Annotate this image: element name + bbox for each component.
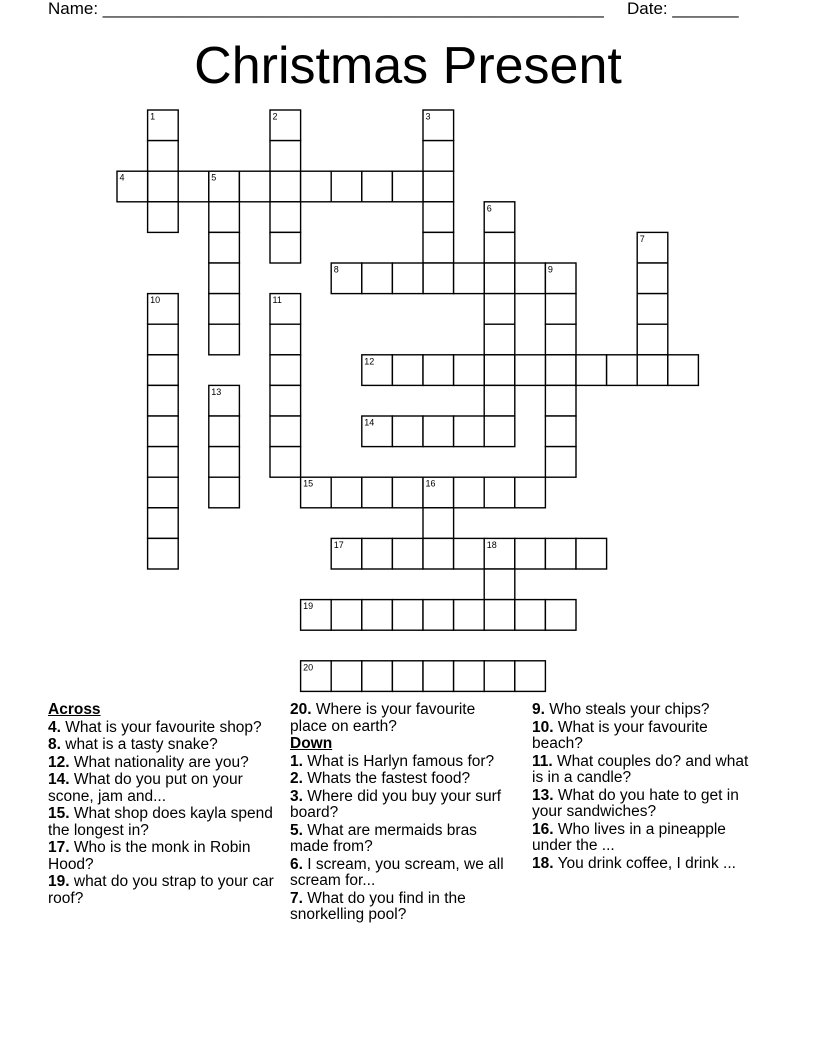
grid-clue-number: 19 — [303, 601, 314, 612]
grid-cell[interactable] — [454, 600, 485, 631]
grid-cell[interactable] — [148, 171, 179, 202]
grid-clue-number: 5 — [211, 172, 217, 183]
grid-cell[interactable] — [484, 569, 515, 600]
grid-cell[interactable] — [576, 355, 607, 386]
grid-clue-number: 8 — [333, 264, 339, 275]
clue-text: what is a tasty snake? — [60, 736, 218, 753]
grid-clue-number: 11 — [272, 295, 282, 306]
clue-item — [48, 737, 276, 754]
clue-item — [290, 857, 512, 890]
page-title: Christmas Present — [194, 37, 622, 95]
grid-cell[interactable] — [209, 232, 240, 263]
grid-cell[interactable] — [423, 171, 454, 202]
grid-cell[interactable] — [270, 232, 301, 263]
clue-number: 1. — [290, 752, 303, 770]
grid-cell[interactable] — [148, 355, 179, 386]
clue-item — [48, 755, 276, 772]
clue-text: Whats the fastest food? — [302, 770, 471, 787]
clue-number: 14. — [48, 771, 70, 788]
clue-number: 2. — [290, 770, 303, 787]
grid-clue-number: 12 — [364, 356, 375, 367]
grid-cell[interactable] — [484, 477, 515, 508]
grid-cell[interactable] — [454, 355, 485, 386]
clue-item — [532, 754, 762, 787]
clue-number: 18. — [532, 854, 554, 872]
grid-cell[interactable] — [148, 447, 179, 478]
grid-cell[interactable] — [637, 355, 668, 386]
grid-cell[interactable] — [484, 385, 515, 416]
grid-cell[interactable] — [209, 294, 240, 325]
grid-cell[interactable] — [423, 202, 454, 233]
clue-item — [48, 772, 276, 805]
grid-cell[interactable] — [270, 385, 301, 416]
clue-text: What are mermaids bras made from? — [290, 821, 477, 855]
clue-text: Where is your favourite place on earth? — [290, 701, 476, 735]
clues-column-2 — [290, 702, 512, 925]
grid-cell[interactable] — [423, 416, 454, 447]
grid-cell[interactable] — [148, 477, 179, 508]
clue-item — [532, 822, 762, 855]
grid-cell[interactable] — [270, 416, 301, 447]
clue-text: What is your favourite shop? — [60, 718, 262, 736]
grid-cell[interactable] — [423, 538, 454, 569]
clue-number: 6. — [290, 855, 303, 873]
grid-cell[interactable] — [668, 355, 699, 386]
grid-cell[interactable] — [148, 202, 179, 233]
clue-number: 20. — [290, 701, 312, 718]
grid-cell[interactable] — [454, 538, 485, 569]
grid-cell[interactable] — [331, 171, 362, 202]
grid-cell[interactable] — [423, 232, 454, 263]
grid-cell[interactable] — [270, 447, 301, 478]
clue-text: what do you strap to your car roof? — [48, 873, 274, 907]
clue-number: 3. — [290, 787, 303, 805]
grid-cell[interactable] — [270, 171, 301, 202]
clues-column-3 — [532, 702, 762, 873]
grid-cell[interactable] — [545, 355, 576, 386]
date-line: Date: _______ — [627, 0, 739, 18]
grid-cell[interactable] — [270, 355, 301, 386]
grid-cell[interactable] — [515, 263, 546, 294]
clue-number: 4. — [48, 718, 61, 736]
grid-cell[interactable] — [484, 232, 515, 263]
grid-cell[interactable] — [423, 508, 454, 539]
grid-cell[interactable] — [239, 171, 270, 202]
clue-item — [290, 823, 512, 856]
grid-clue-number: 17 — [333, 539, 344, 550]
grid-cell[interactable] — [607, 355, 638, 386]
grid-clue-number: 10 — [150, 295, 161, 306]
grid-cell[interactable] — [362, 661, 393, 692]
clue-item — [532, 720, 762, 753]
clue-number: 7. — [290, 889, 303, 907]
clue-number: 11. — [532, 752, 553, 770]
grid-cell[interactable] — [178, 171, 209, 202]
grid-cell[interactable] — [301, 171, 332, 202]
clue-number: 16. — [532, 820, 554, 838]
grid-cell[interactable] — [392, 416, 423, 447]
grid-cell[interactable] — [209, 202, 240, 233]
grid-clue-number: 4 — [119, 172, 125, 183]
grid-clue-number: 3 — [425, 111, 431, 122]
grid-clue-number: 20 — [303, 662, 314, 673]
grid-cell[interactable] — [148, 324, 179, 355]
name-line: Name: _____________________________________________________ — [48, 0, 604, 18]
grid-cell[interactable] — [362, 171, 393, 202]
clue-text: What do you hate to get in your sandwiches? — [532, 786, 739, 820]
grid-cell[interactable] — [392, 661, 423, 692]
grid-cell[interactable] — [484, 600, 515, 631]
grid-cell[interactable] — [392, 538, 423, 569]
down-heading: Down — [290, 735, 333, 752]
clue-item — [48, 720, 276, 737]
clue-item — [532, 788, 762, 821]
grid-cell[interactable] — [484, 661, 515, 692]
grid-cell[interactable] — [362, 263, 393, 294]
grid-cell[interactable] — [331, 661, 362, 692]
grid-cell[interactable] — [515, 661, 546, 692]
grid-clue-number: 15 — [303, 478, 314, 489]
grid-cell[interactable] — [392, 600, 423, 631]
grid-cell[interactable] — [392, 171, 423, 202]
grid-cell[interactable] — [545, 447, 576, 478]
clue-item — [290, 771, 512, 788]
grid-cell[interactable] — [515, 355, 546, 386]
clue-number: 12. — [48, 753, 70, 771]
clue-number: 9. — [532, 701, 545, 718]
clue-number: 5. — [290, 821, 303, 839]
clue-text: I scream, you scream, we all scream for... — [290, 855, 504, 889]
clue-text: You drink coffee, I drink ... — [553, 854, 736, 872]
grid-cell[interactable] — [515, 600, 546, 631]
grid-cell[interactable] — [423, 661, 454, 692]
grid-clue-number: 14 — [364, 417, 375, 428]
grid-cell[interactable] — [362, 477, 393, 508]
clue-text: What shop does kayla spend the longest in? — [48, 805, 273, 839]
grid-cell[interactable] — [392, 477, 423, 508]
grid-cell[interactable] — [148, 508, 179, 539]
grid-clue-number: 1 — [150, 111, 156, 122]
grid-cell[interactable] — [148, 416, 179, 447]
grid-cell[interactable] — [392, 355, 423, 386]
clue-number: 19. — [48, 873, 70, 890]
grid-clue-number: 9 — [547, 264, 553, 275]
grid-cell[interactable] — [331, 600, 362, 631]
clue-item — [290, 891, 512, 924]
clue-text: Where did you buy your surf board? — [290, 787, 502, 821]
grid-cell[interactable] — [545, 600, 576, 631]
clue-text: What nationality are you? — [69, 753, 249, 771]
grid-cell[interactable] — [423, 141, 454, 172]
clue-item — [290, 789, 512, 822]
grid-cell[interactable] — [392, 263, 423, 294]
grid-clue-number: 2 — [272, 111, 278, 122]
grid-cell[interactable] — [270, 202, 301, 233]
clue-item — [290, 754, 512, 771]
clue-number: 10. — [532, 718, 554, 736]
clue-item — [48, 806, 276, 839]
grid-cell[interactable] — [148, 385, 179, 416]
grid-cell[interactable] — [209, 477, 240, 508]
grid-cell[interactable] — [270, 141, 301, 172]
grid-clue-number: 16 — [425, 478, 436, 489]
grid-cell[interactable] — [209, 416, 240, 447]
clue-item — [532, 702, 762, 719]
grid-cell[interactable] — [484, 324, 515, 355]
grid-cell[interactable] — [423, 600, 454, 631]
clue-number: 13. — [532, 786, 554, 804]
grid-cell[interactable] — [545, 416, 576, 447]
grid-cell[interactable] — [484, 294, 515, 325]
clue-text: What is your favourite beach? — [532, 718, 708, 752]
clue-text: What couples do? and what is in a candle? — [532, 752, 749, 786]
grid-cell[interactable] — [637, 263, 668, 294]
clue-number: 15. — [48, 805, 70, 822]
grid-cell[interactable] — [148, 141, 179, 172]
grid-cell[interactable] — [454, 416, 485, 447]
grid-cell[interactable] — [362, 538, 393, 569]
clue-text: What do you find in the snorkelling pool? — [290, 889, 466, 923]
grid-cell[interactable] — [209, 263, 240, 294]
grid-cell[interactable] — [576, 538, 607, 569]
grid-cell[interactable] — [484, 416, 515, 447]
grid-cell[interactable] — [331, 477, 362, 508]
grid-cell[interactable] — [209, 447, 240, 478]
clue-text: What is Harlyn famous for? — [302, 752, 495, 770]
grid-cell[interactable] — [545, 294, 576, 325]
grid-cell[interactable] — [637, 294, 668, 325]
clue-item — [48, 874, 276, 907]
clue-item — [48, 840, 276, 873]
grid-cell[interactable] — [270, 324, 301, 355]
grid-clue-number: 13 — [211, 386, 222, 397]
clue-item — [532, 856, 762, 873]
across-heading: Across — [48, 701, 101, 718]
grid-cell[interactable] — [545, 385, 576, 416]
grid-cell[interactable] — [484, 263, 515, 294]
clue-item — [290, 702, 512, 735]
grid-cell[interactable] — [515, 477, 546, 508]
grid-clue-number: 18 — [486, 539, 497, 550]
grid-cell[interactable] — [454, 477, 485, 508]
grid-cell[interactable] — [423, 355, 454, 386]
clue-number: 8. — [48, 736, 61, 753]
clue-text: Who lives in a pineapple under the ... — [532, 820, 726, 854]
grid-cell[interactable] — [423, 263, 454, 294]
clue-text: Who is the monk in Robin Hood? — [48, 839, 251, 873]
grid-cell[interactable] — [454, 661, 485, 692]
clue-text: Who steals your chips? — [544, 701, 710, 718]
grid-cell[interactable] — [454, 263, 485, 294]
clues-column-1 — [48, 702, 276, 908]
grid-cell[interactable] — [484, 355, 515, 386]
grid-clue-number: 6 — [486, 203, 492, 214]
grid-cell[interactable] — [209, 324, 240, 355]
grid-cell[interactable] — [515, 538, 546, 569]
grid-cell[interactable] — [637, 324, 668, 355]
clue-number: 17. — [48, 839, 70, 856]
grid-clue-number: 7 — [639, 233, 645, 244]
grid-cell[interactable] — [545, 538, 576, 569]
grid-cell[interactable] — [545, 324, 576, 355]
clue-text: What do you put on your scone, jam and... — [48, 771, 243, 805]
grid-cell[interactable] — [148, 538, 179, 569]
grid-cell[interactable] — [362, 600, 393, 631]
